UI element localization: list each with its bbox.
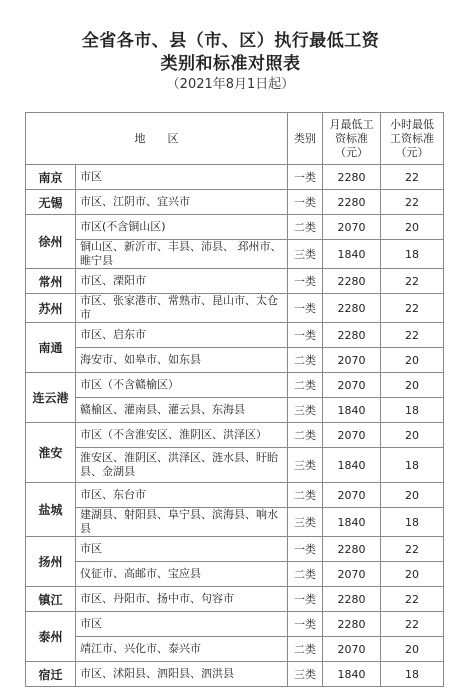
monthly-wage-cell: 2070	[323, 483, 381, 508]
category-cell: 一类	[288, 190, 323, 215]
monthly-wage-cell: 1840	[323, 398, 381, 423]
category-cell: 三类	[288, 398, 323, 423]
hourly-wage-cell: 22	[381, 165, 444, 190]
category-cell: 二类	[288, 483, 323, 508]
header-category: 类别	[288, 113, 323, 165]
hourly-wage-cell: 18	[381, 508, 444, 537]
hourly-wage-cell: 20	[381, 348, 444, 373]
area-cell: 淮安区、淮阴区、洪泽区、涟水县、盱眙县、金湖县	[76, 448, 288, 483]
category-cell: 三类	[288, 240, 323, 269]
table-header-row	[26, 113, 444, 165]
area-cell: 市区（不含淮安区、淮阴区、洪泽区）	[76, 423, 288, 448]
monthly-wage-cell: 2070	[323, 215, 381, 240]
monthly-wage-cell: 2070	[323, 348, 381, 373]
hourly-wage-cell: 22	[381, 294, 444, 323]
city-cell: 南京	[26, 165, 76, 190]
area-cell: 铜山区、新沂市、丰县、沛县、 邳州市、睢宁县	[76, 240, 288, 269]
hourly-wage-cell: 22	[381, 269, 444, 294]
city-cell: 泰州	[26, 612, 76, 662]
monthly-wage-cell: 1840	[323, 508, 381, 537]
area-cell: 市区（不含赣榆区）	[76, 373, 288, 398]
area-cell: 市区、江阴市、宜兴市	[76, 190, 288, 215]
area-cell: 市区、张家港市、常熟市、昆山市、太仓市	[76, 294, 288, 323]
category-cell: 二类	[288, 562, 323, 587]
category-cell: 一类	[288, 587, 323, 612]
table-row	[26, 423, 444, 448]
table-row	[26, 240, 444, 269]
area-cell: 市区(不含铜山区)	[76, 215, 288, 240]
city-cell: 常州	[26, 269, 76, 294]
table-row	[26, 348, 444, 373]
minimum-wage-table	[25, 112, 444, 687]
table-row	[26, 637, 444, 662]
monthly-wage-cell: 2280	[323, 537, 381, 562]
monthly-wage-cell: 2070	[323, 637, 381, 662]
category-cell: 二类	[288, 373, 323, 398]
hourly-wage-cell: 20	[381, 637, 444, 662]
area-cell: 建湖县、射阳县、阜宁县、滨海县、响水县	[76, 508, 288, 537]
city-cell: 扬州	[26, 537, 76, 587]
city-cell: 无锡	[26, 190, 76, 215]
table-row	[26, 587, 444, 612]
city-cell: 南通	[26, 323, 76, 373]
table-row	[26, 165, 444, 190]
category-cell: 一类	[288, 269, 323, 294]
area-cell: 市区、启东市	[76, 323, 288, 348]
category-cell: 一类	[288, 294, 323, 323]
monthly-wage-cell: 2280	[323, 190, 381, 215]
area-cell: 市区、沭阳县、泗阳县、泗洪县	[76, 662, 288, 687]
area-cell: 靖江市、兴化市、泰兴市	[76, 637, 288, 662]
table-row	[26, 508, 444, 537]
hourly-wage-cell: 20	[381, 423, 444, 448]
category-cell: 一类	[288, 323, 323, 348]
header-area: 地 区	[26, 113, 288, 165]
area-cell: 市区	[76, 165, 288, 190]
category-cell: 二类	[288, 637, 323, 662]
hourly-wage-cell: 20	[381, 483, 444, 508]
title-line-1: 全省各市、县（市、区）执行最低工资	[81, 31, 380, 51]
table-row	[26, 323, 444, 348]
category-cell: 三类	[288, 448, 323, 483]
city-cell: 淮安	[26, 423, 76, 483]
area-cell: 市区、丹阳市、扬中市、句容市	[76, 587, 288, 612]
header-monthly-wage: 月最低工资标准（元）	[323, 113, 381, 165]
city-cell: 苏州	[26, 294, 76, 323]
hourly-wage-cell: 22	[381, 537, 444, 562]
hourly-wage-cell: 18	[381, 240, 444, 269]
effective-date: （2021年8月1日起）	[166, 77, 295, 92]
table-row	[26, 483, 444, 508]
hourly-wage-cell: 22	[381, 190, 444, 215]
hourly-wage-cell: 20	[381, 562, 444, 587]
table-row	[26, 215, 444, 240]
area-cell: 市区、溧阳市	[76, 269, 288, 294]
monthly-wage-cell: 1840	[323, 448, 381, 483]
title-line-2: 类别和标准对照表	[160, 54, 301, 74]
hourly-wage-cell: 18	[381, 662, 444, 687]
hourly-wage-cell: 22	[381, 587, 444, 612]
category-cell: 一类	[288, 612, 323, 637]
hourly-wage-cell: 22	[381, 612, 444, 637]
city-cell: 宿迁	[26, 662, 76, 687]
table-row	[26, 562, 444, 587]
monthly-wage-cell: 2280	[323, 269, 381, 294]
area-cell: 海安市、如皋市、如东县	[76, 348, 288, 373]
monthly-wage-cell: 2070	[323, 562, 381, 587]
monthly-wage-cell: 2070	[323, 423, 381, 448]
table-row	[26, 662, 444, 687]
area-cell: 赣榆区、灌南县、灌云县、东海县	[76, 398, 288, 423]
city-cell: 连云港	[26, 373, 76, 423]
category-cell: 一类	[288, 537, 323, 562]
monthly-wage-cell: 1840	[323, 662, 381, 687]
city-cell: 盐城	[26, 483, 76, 537]
city-cell: 镇江	[26, 587, 76, 612]
city-cell: 徐州	[26, 215, 76, 269]
table-row	[26, 269, 444, 294]
area-cell: 市区、东台市	[76, 483, 288, 508]
hourly-wage-cell: 20	[381, 215, 444, 240]
category-cell: 一类	[288, 165, 323, 190]
table-body	[26, 165, 444, 687]
monthly-wage-cell: 1840	[323, 240, 381, 269]
hourly-wage-cell: 22	[381, 323, 444, 348]
header-hourly-wage: 小时最低工资标准（元）	[381, 113, 444, 165]
monthly-wage-cell: 2280	[323, 587, 381, 612]
hourly-wage-cell: 18	[381, 448, 444, 483]
category-cell: 三类	[288, 662, 323, 687]
monthly-wage-cell: 2070	[323, 373, 381, 398]
monthly-wage-cell: 2280	[323, 294, 381, 323]
category-cell: 二类	[288, 215, 323, 240]
area-cell: 仪征市、高邮市、宝应县	[76, 562, 288, 587]
table-row	[26, 373, 444, 398]
category-cell: 二类	[288, 423, 323, 448]
area-cell: 市区	[76, 612, 288, 637]
table-row	[26, 612, 444, 637]
hourly-wage-cell: 18	[381, 398, 444, 423]
table-row	[26, 190, 444, 215]
table-row	[26, 294, 444, 323]
table-row	[26, 537, 444, 562]
area-cell: 市区	[76, 537, 288, 562]
category-cell: 二类	[288, 348, 323, 373]
monthly-wage-cell: 2280	[323, 165, 381, 190]
hourly-wage-cell: 20	[381, 373, 444, 398]
table-row	[26, 398, 444, 423]
category-cell: 三类	[288, 508, 323, 537]
monthly-wage-cell: 2280	[323, 612, 381, 637]
table-row	[26, 448, 444, 483]
monthly-wage-cell: 2280	[323, 323, 381, 348]
